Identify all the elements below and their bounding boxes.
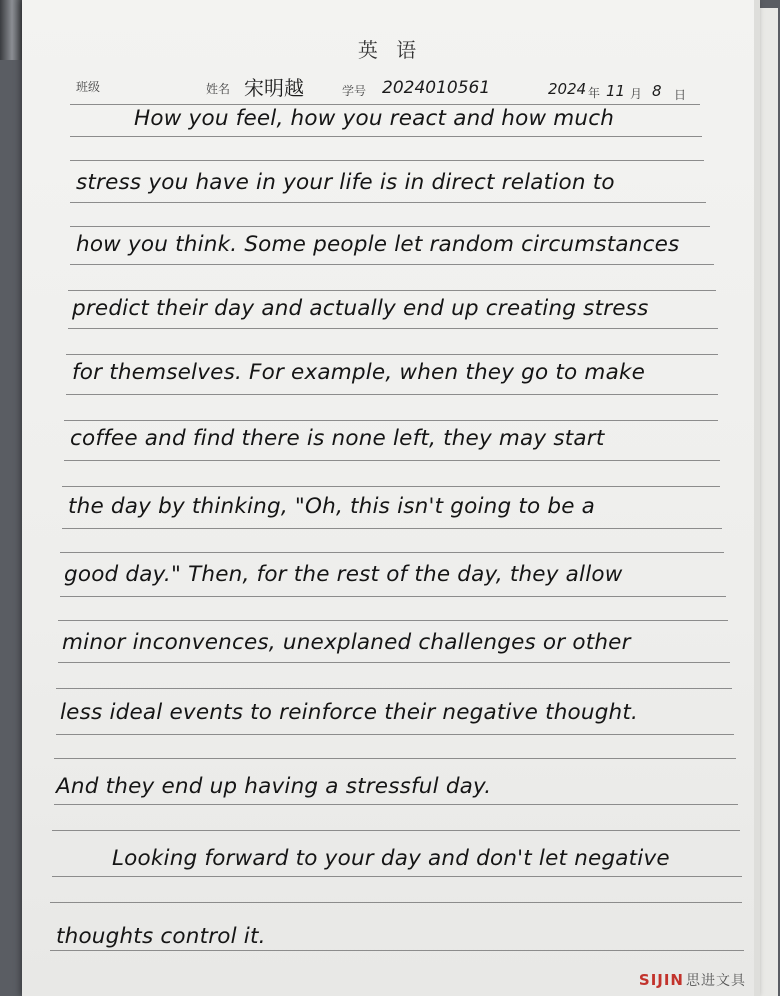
date-month-char: 月 bbox=[630, 87, 643, 101]
date-year-char: 年 bbox=[588, 86, 601, 100]
id-label: 学号 bbox=[342, 84, 367, 98]
essay-line-7: the day by thinking, "Oh, this isn't going to be a bbox=[68, 494, 596, 519]
subject-title: 英 语 bbox=[357, 38, 423, 62]
date-year: 2024 bbox=[548, 80, 587, 98]
essay-line-6: coffee and find there is none left, they may start bbox=[70, 426, 605, 451]
brand-mark: SIJIN bbox=[638, 971, 684, 989]
brand-name: 思进文具 bbox=[686, 973, 746, 989]
student-id: 2024010561 bbox=[382, 78, 491, 98]
class-label: 班级 bbox=[76, 80, 101, 94]
essay-line-3: how you think. Some people let random circumstances bbox=[76, 232, 680, 257]
essay-line-8: good day." Then, for the rest of the day, they allow bbox=[64, 562, 623, 587]
essay-line-13: thoughts control it. bbox=[56, 924, 266, 949]
essay-line-11: And they end up having a stressful day. bbox=[56, 774, 492, 799]
essay-line-9: minor inconvences, unexplaned challenges or other bbox=[62, 630, 631, 655]
essay-line-2: stress you have in your life is in direct relation to bbox=[76, 170, 615, 195]
essay-line-1: How you feel, how you react and how much bbox=[134, 106, 615, 131]
essay-line-12: Looking forward to your day and don't let negative bbox=[112, 846, 670, 871]
date-month: 11 bbox=[606, 82, 626, 100]
brand-logo bbox=[639, 970, 746, 990]
sheet-edge bbox=[754, 0, 760, 996]
date-day-char: 日 bbox=[674, 88, 687, 102]
name-label: 姓名 bbox=[206, 82, 231, 96]
date-day: 8 bbox=[652, 82, 662, 100]
student-name: 宋明越 bbox=[244, 76, 304, 100]
essay-line-5: for themselves. For example, when they go to make bbox=[72, 360, 646, 385]
essay-line-10: less ideal events to reinforce their negative thought. bbox=[60, 700, 639, 725]
essay-line-4: predict their day and actually end up creating stress bbox=[72, 296, 649, 321]
